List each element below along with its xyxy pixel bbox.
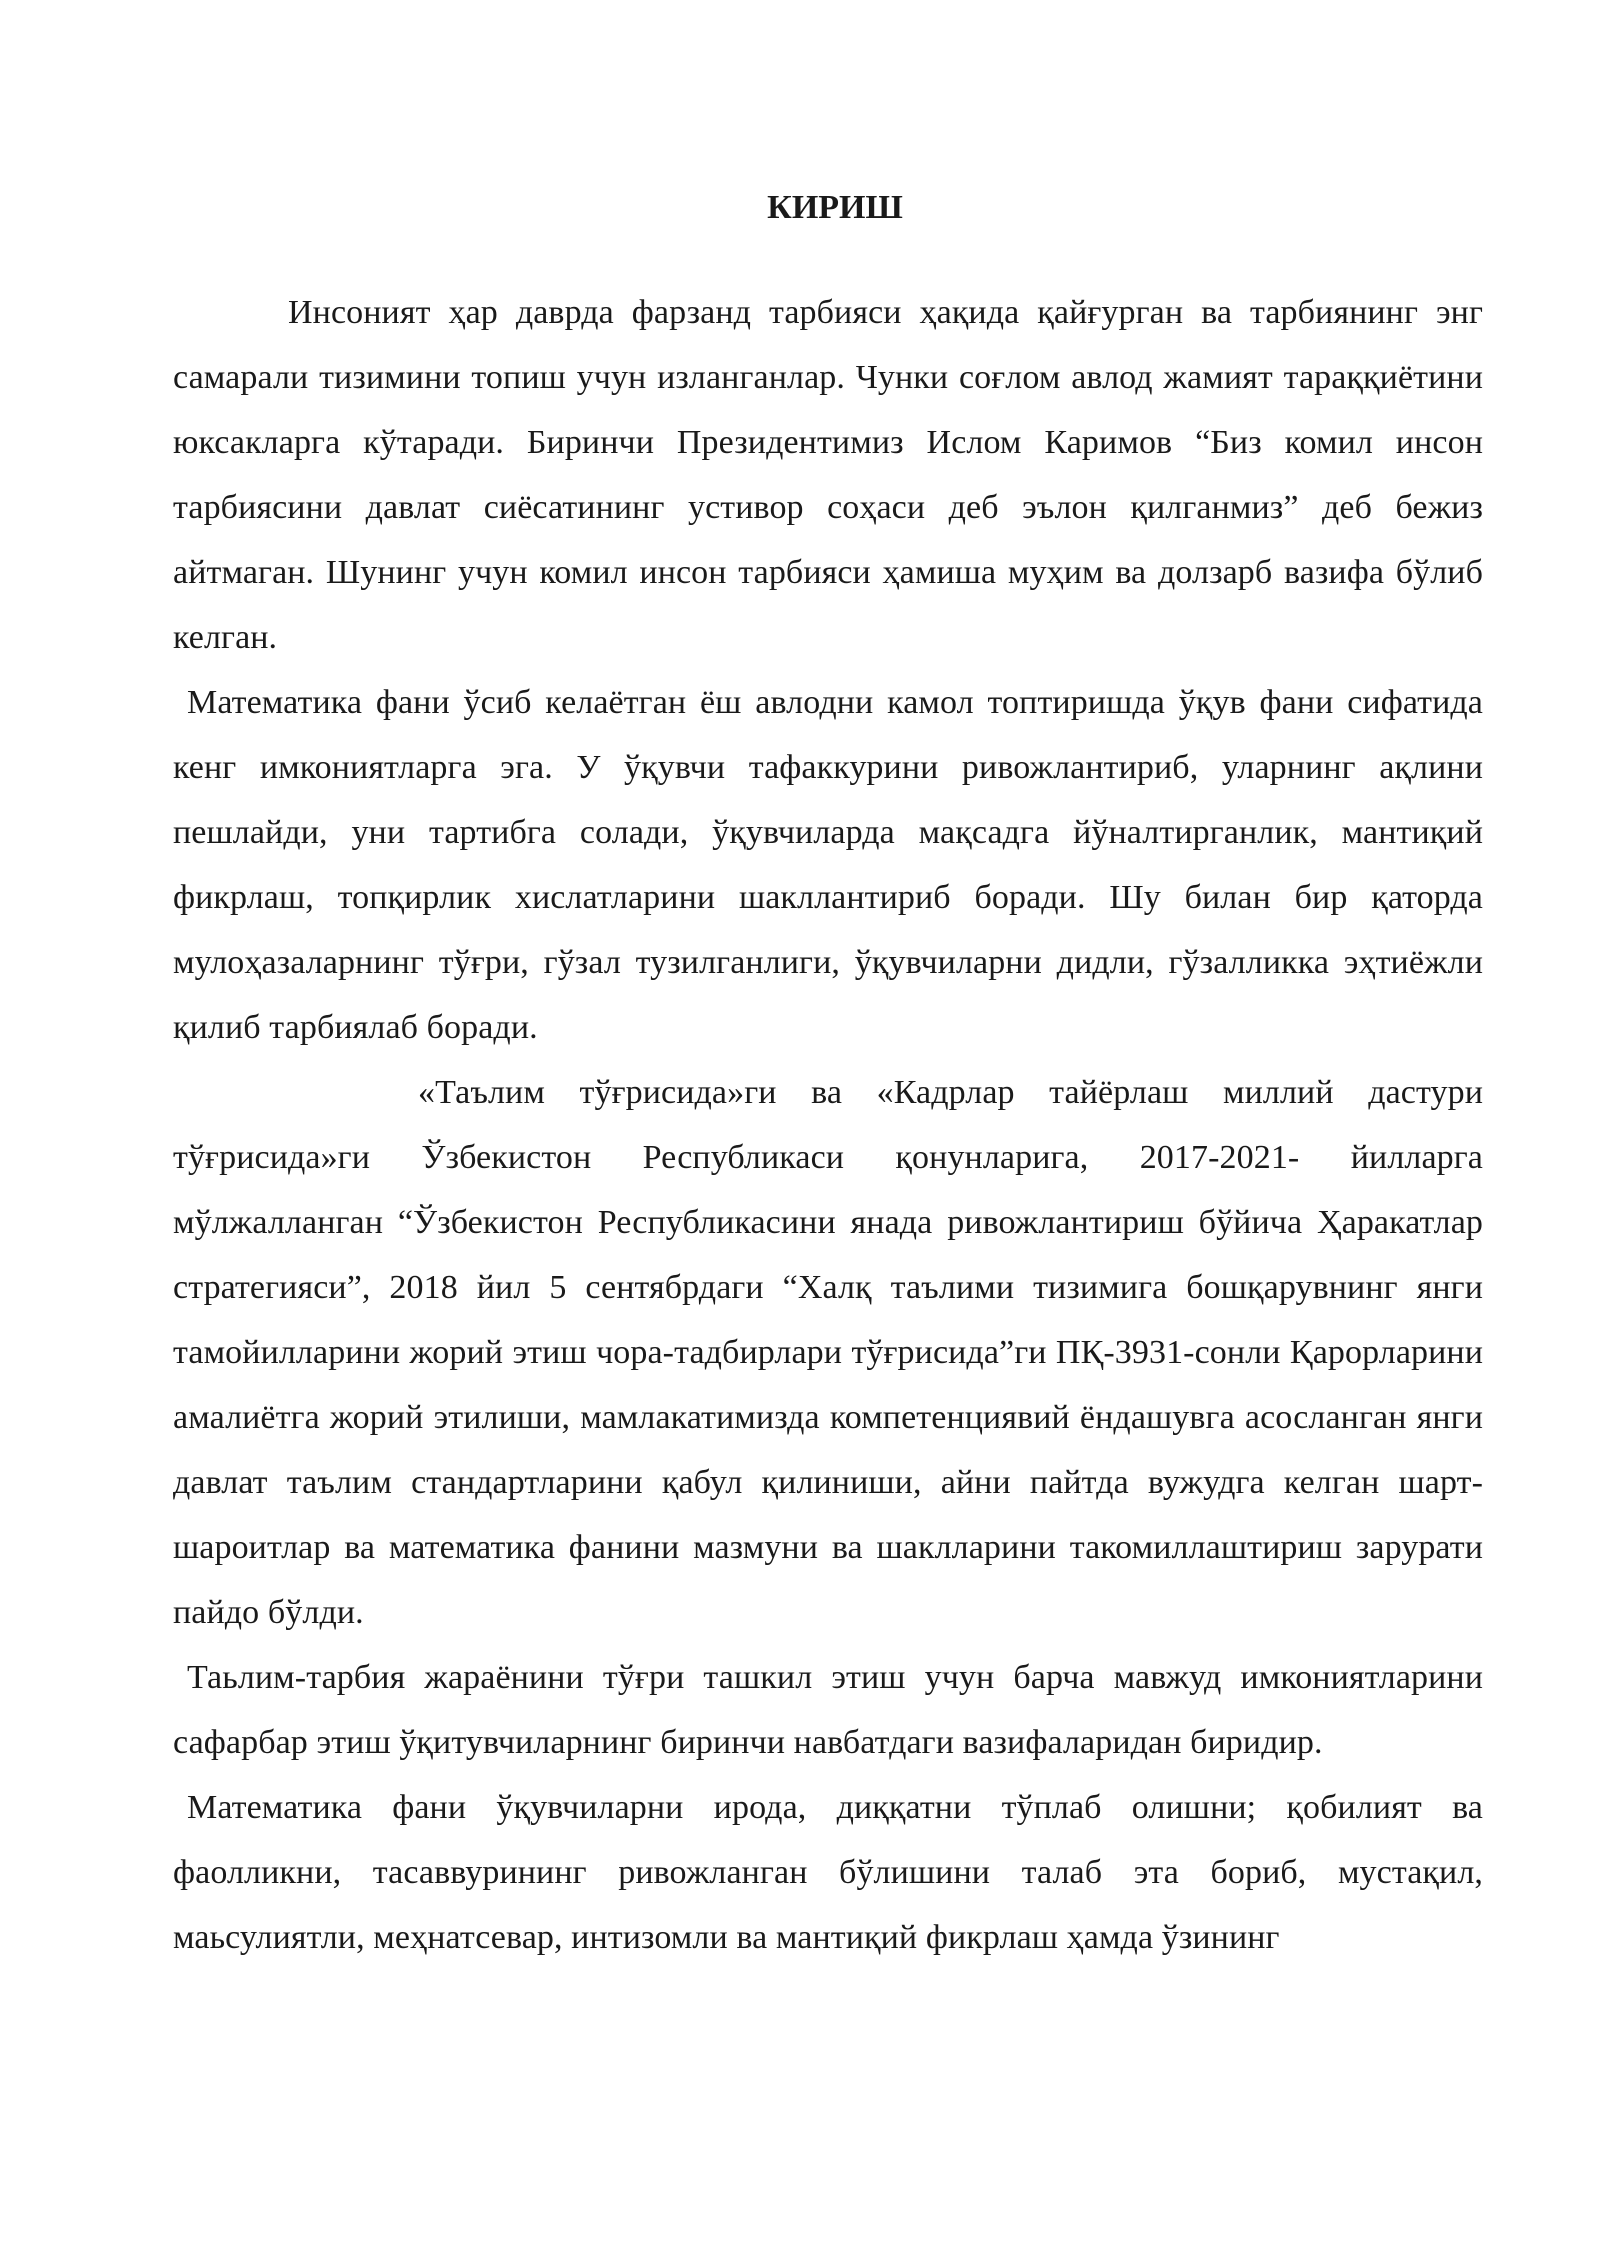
paragraph-intro: Инсоният ҳар даврда фарзанд тарбияси ҳақида қайғурган ва тарбиянинг энг самарали тизимини топиш учун изланганлар. Чунки соғлом авлод жамият тараққиётини юксакларга кўтаради. Биринчи Президентимиз Ислом Каримов “Биз комил инсон тарбиясини давлат сиёсатининг устивор соҳаси деб эълон қилганмиз” деб бежиз айтмаган. Шунинг учун комил инсон тарбияси ҳамиша муҳим ва долзарб вазифа бўлиб келган. [173,294,1483,656]
paragraph-math-subject: Математика фани ўсиб келаётган ёш авлодни камол топтиришда ўқув фани сифатида кенг имкониятларга эга. У ўқувчи тафаккурини ривожлантириб, уларнинг ақлини пешлайди, уни тартибга солади, ўқувчиларда мақсадга йўналтирганлик, мантиқий фикрлаш, топқирлик хислатларини шакллантириб боради. Шу билан бир қаторда мулоҳазаларнинг тўғри, гўзал тузилганлиги, ўқувчиларни дидли, гўзалликка эҳтиёжли қилиб тарбиялаб боради. [173,684,1483,1046]
paragraph-math-qualities: Математика фани ўқувчиларни ирода, диққатни тўплаб олишни; қобилият ва фаолликни, тасаввурининг ривожланган бўлишини талаб эта бориб, мустақил, маьсулиятли, меҳнатсевар, интизомли ва мантиқий фикрлаш ҳамда ўзининг [173,1789,1483,1956]
paragraph-laws: «Таълим тўғрисида»ги ва «Кадрлар тайёрлаш миллий дастури тўғрисида»ги Ўзбекистон Республикаси қонунларига, 2017-2021- йилларга мўлжалланган “Ўзбекистон Республикасини янада ривожлантириш бўйича Ҳаракатлар стратегияси”, 2018 йил 5 сентябрдаги “Халқ таълими тизимига бошқарувнинг янги тамойилларини жорий этиш чора-тадбирлари тўғрисида”ги ПҚ-3931-сонли Қарорларини амалиётга жорий этилиши, мамлакатимизда компетенциявий ёндашувга асосланган янги давлат таълим стандартларини қабул қилиниши, айни пайтда вужудга келган шарт-шароитлар ва математика фанини мазмуни ва шаклларини такомиллаштириш зарурати пайдо бўлди. [173,1074,1483,1631]
page-title: КИРИШ [767,189,903,226]
paragraph-education-process: Таьлим-тарбия жараёнини тўғри ташкил этиш учун барча мавжуд имкониятларини сафарбар этиш ўқитувчиларнинг биринчи навбатдаги вазифаларидан биридир. [173,1659,1483,1761]
document-page [173,180,1483,1970]
